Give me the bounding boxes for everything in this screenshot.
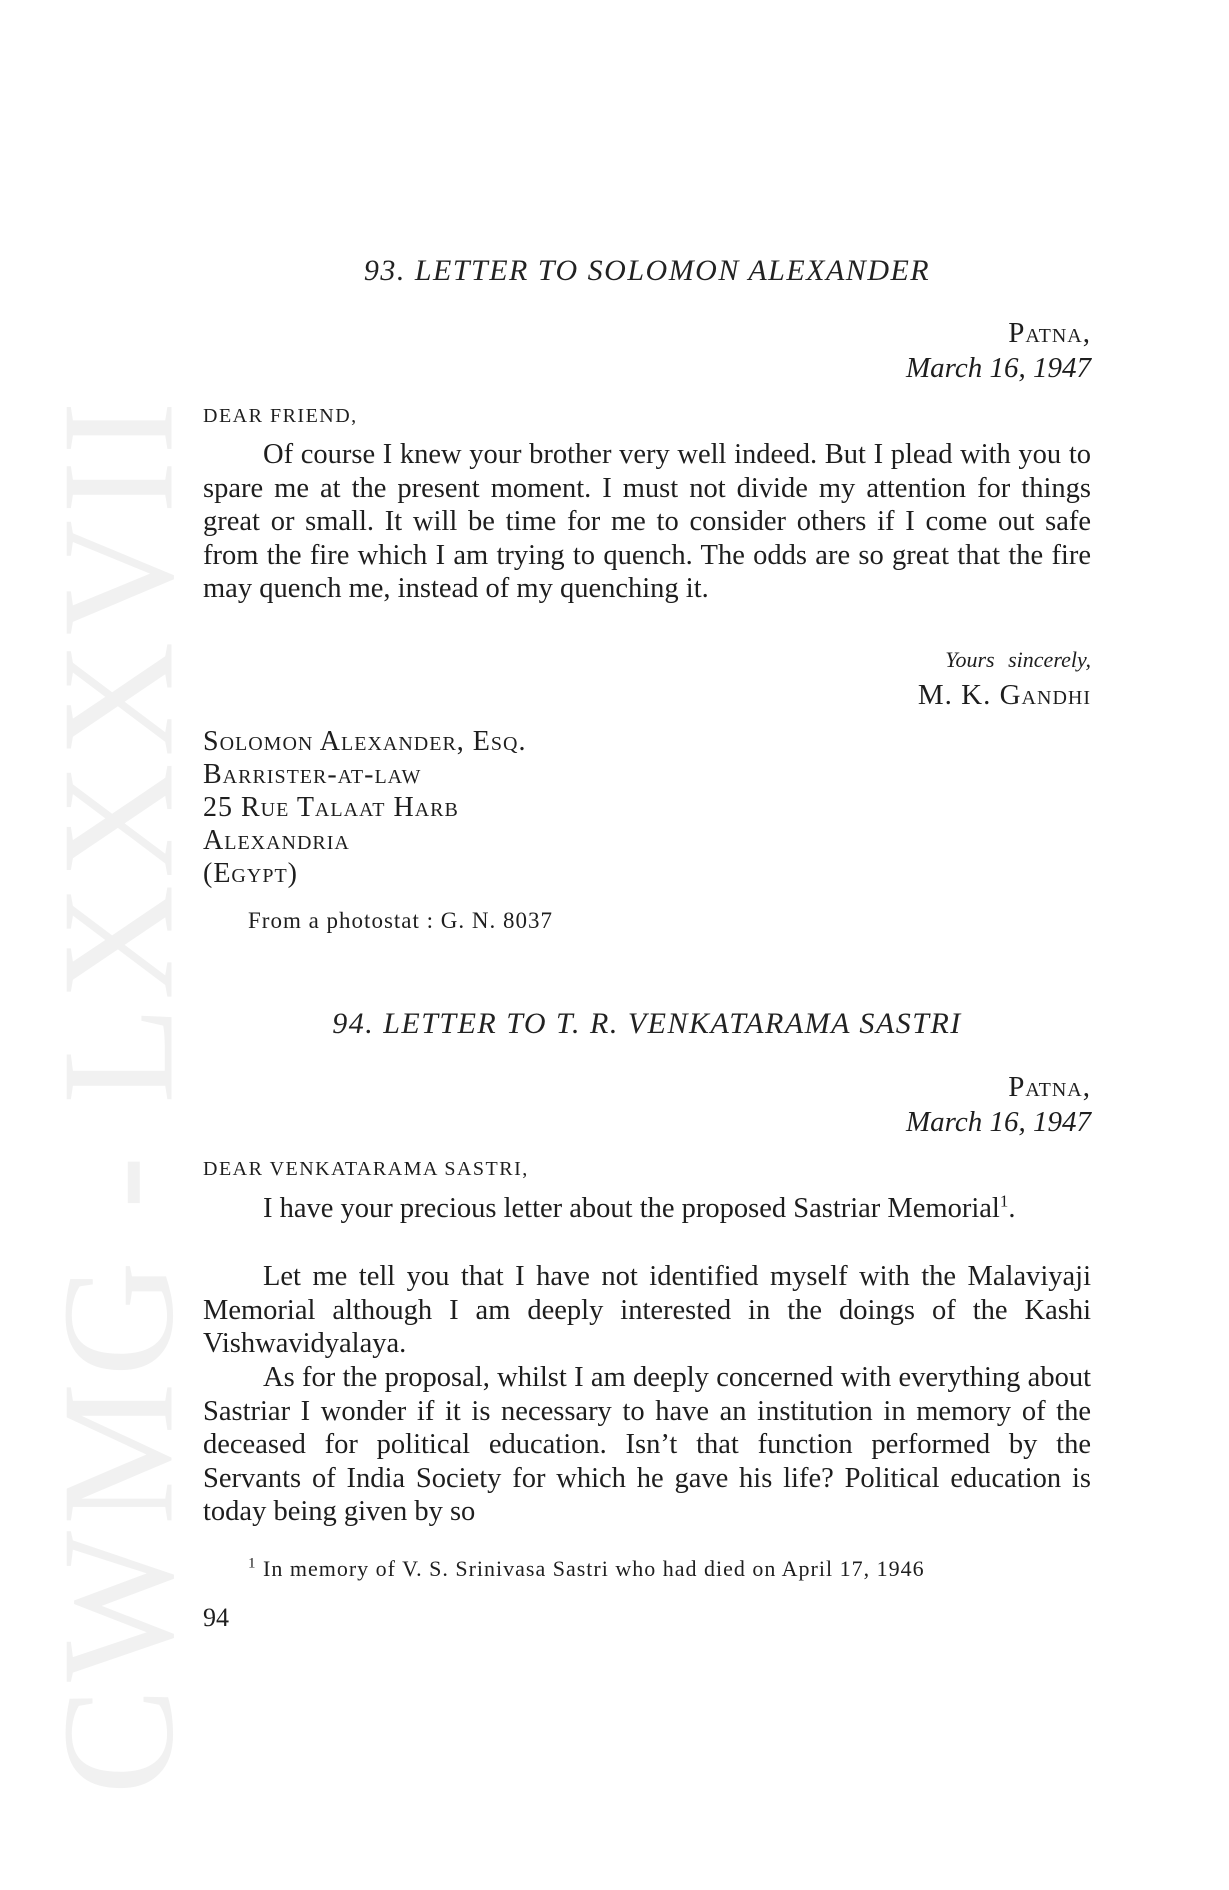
letter-place: Patna, <box>1008 1071 1091 1103</box>
letter-signature: M. K. Gandhi <box>917 679 1091 711</box>
address-line: Solomon Alexander, Esq. <box>203 726 527 757</box>
recipient-address <box>203 725 526 890</box>
paragraph-text: I have your precious letter about the proposed Sastriar Memorial <box>263 1193 1000 1224</box>
paragraph-punct: . <box>1008 1193 1016 1224</box>
letter-paragraph <box>203 1192 1091 1226</box>
letter-place: Patna, <box>1008 317 1091 349</box>
letter-closing: Yours sincerely, <box>945 647 1091 672</box>
letter-salutation: DEAR VENKATARAMA SASTRI, <box>203 1158 529 1180</box>
page-number: 94 <box>203 1603 229 1632</box>
letter-date: March 16, 1947 <box>906 352 1091 384</box>
address-line: (Egypt) <box>203 858 298 889</box>
source-note: From a photostat : G. N. 8037 <box>248 908 553 933</box>
letter-date: March 16, 1947 <box>906 1106 1091 1138</box>
letter-paragraph: Of course I knew your brother very well indeed. But I plead with you to spare me at the present moment. I must not divide my attention for things great or small. It will be time for me to consider others if I come out safe from the fire which I am trying to quench. The odds are so great that the fire may quench me, instead of my quenching it. <box>203 439 1091 605</box>
footnote-ref: 1 <box>999 1191 1009 1211</box>
footnote-text: In memory of V. S. Srinivasa Sastri who had died on April 17, 1946 <box>263 1556 925 1581</box>
letter-title: 94. LETTER TO T. R. VENKATARAMA SASTRI <box>332 1007 962 1040</box>
letter-salutation: DEAR FRIEND, <box>203 405 358 427</box>
address-line: 25 Rue Talaat Harb <box>203 792 459 823</box>
letter-title: 93. LETTER TO SOLOMON ALEXANDER <box>363 254 931 287</box>
letter-paragraph: Let me tell you that I have not identified myself with the Malaviyaji Memorial although I am deeply interested in the doings of the Kashi Vishwavidyalaya. <box>203 1261 1091 1360</box>
footnote-marker: 1 <box>248 1555 257 1572</box>
address-line: Alexandria <box>203 825 350 856</box>
letter-paragraph: As for the proposal, whilst I am deeply concerned with everything about Sastriar I wonder if it is necessary to have an institution in memory of the deceased for political education. Isn’t that function performed by the Servants of India Society for which he gave his life? Political education is today being given by so <box>203 1362 1091 1528</box>
watermark-text: CWMG - LXXXVII <box>28 395 207 1795</box>
address-line: Barrister-at-law <box>203 759 422 790</box>
footnote <box>248 1556 925 1582</box>
